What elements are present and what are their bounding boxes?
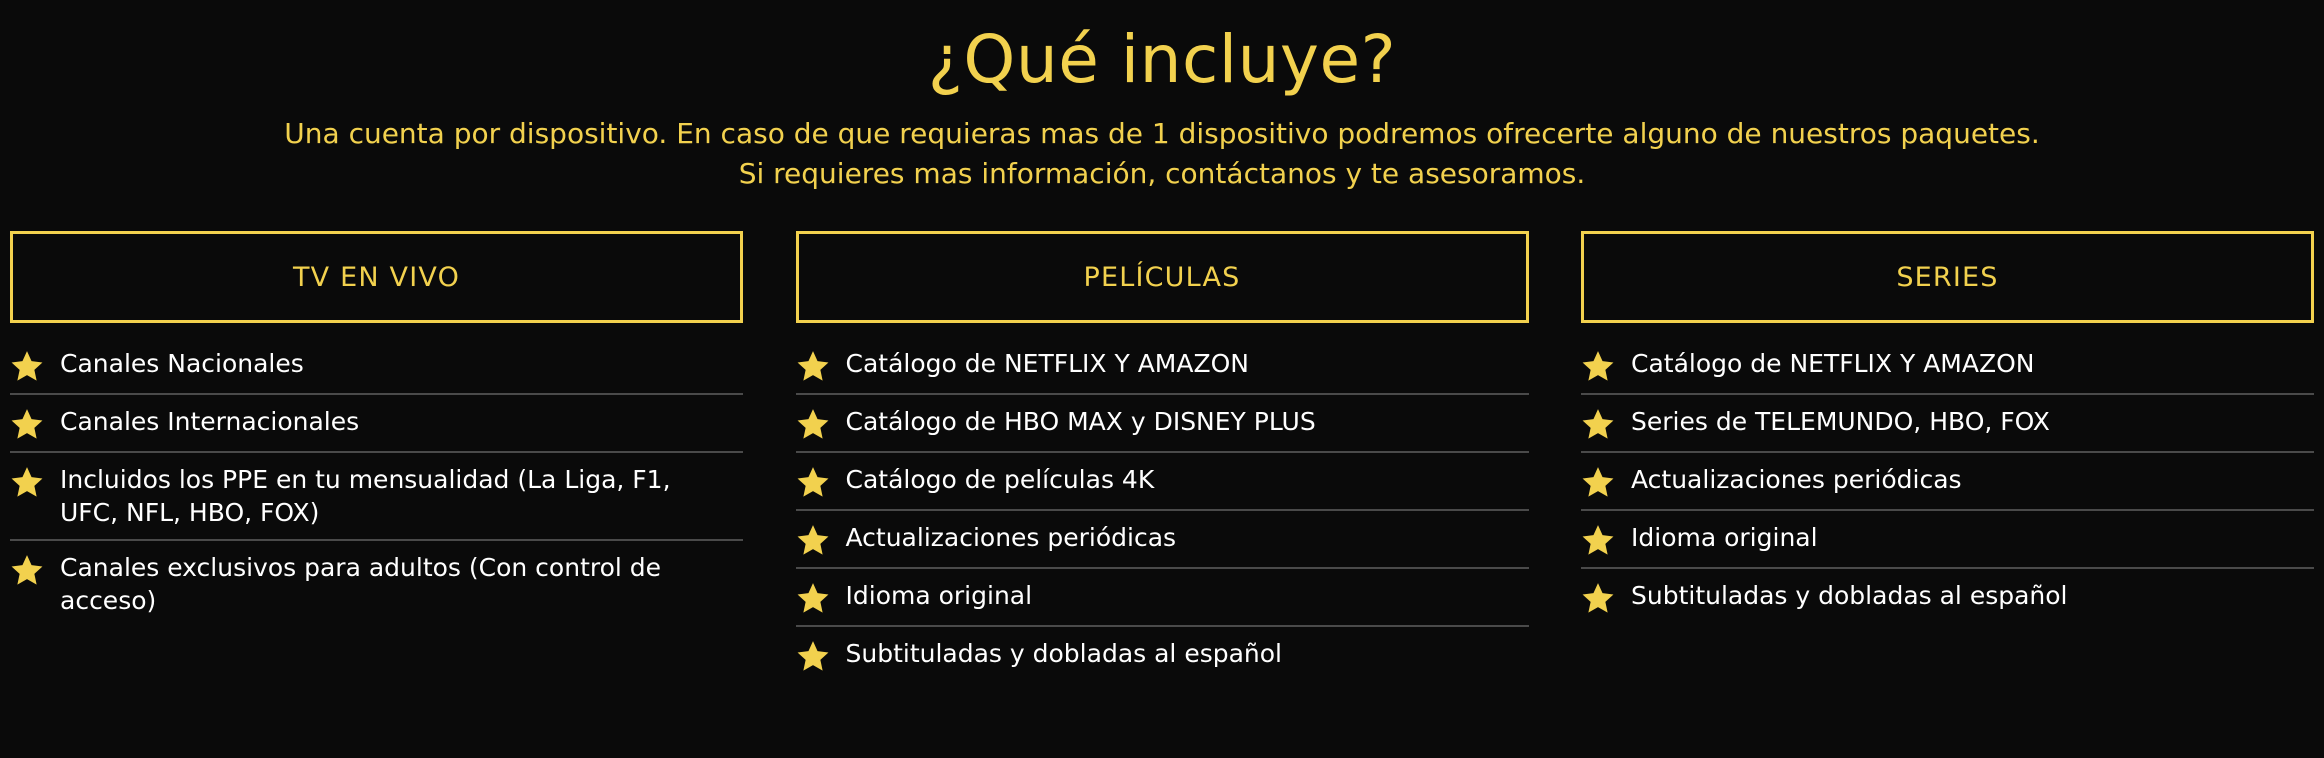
feature-list-tv-en-vivo: [10, 337, 743, 627]
subtitle-line-1: Una cuenta por dispositivo. En caso de que requieras mas de 1 dispositivo podremos ofrecerte alguno de nuestros paquetes.: [284, 116, 2040, 150]
list-item: [1581, 453, 2314, 511]
column-header-series: SERIES: [1581, 231, 2314, 323]
feature-label: Subtituladas y dobladas al español: [1631, 581, 2068, 611]
subtitle-line-2: Si requieres mas información, contáctanos y te asesoramos.: [738, 157, 1586, 191]
list-item: [796, 511, 1529, 569]
star-icon: [1581, 581, 1615, 615]
feature-label: Idioma original: [845, 581, 1033, 611]
column-header-peliculas: PELÍCULAS: [796, 231, 1529, 323]
list-item: [796, 627, 1529, 683]
feature-column-series: [1581, 231, 2314, 625]
list-item: [796, 569, 1529, 627]
feature-label: Actualizaciones periódicas: [845, 523, 1177, 553]
feature-list-peliculas: [796, 337, 1529, 683]
feature-label: Catálogo de HBO MAX y DISNEY PLUS: [845, 407, 1316, 437]
feature-label: Subtituladas y dobladas al español: [845, 639, 1282, 669]
list-item: [796, 337, 1529, 395]
feature-label: Catálogo de películas 4K: [845, 465, 1155, 495]
star-icon: [796, 465, 830, 499]
page-subtitle: [162, 114, 2162, 195]
star-icon: [796, 407, 830, 441]
star-icon: [1581, 349, 1615, 383]
star-icon: [10, 553, 44, 587]
star-icon: [796, 523, 830, 557]
feature-list-series: [1581, 337, 2314, 625]
list-item: [1581, 337, 2314, 395]
column-header-tv-en-vivo: TV EN VIVO: [10, 231, 743, 323]
feature-label: Catálogo de NETFLIX Y AMAZON: [845, 349, 1249, 379]
star-icon: [10, 465, 44, 499]
feature-label: Incluidos los PPE en tu mensualidad (La Liga, F1, UFC, NFL, HBO, FOX): [60, 465, 671, 527]
feature-column-peliculas: [796, 231, 1529, 683]
star-icon: [796, 349, 830, 383]
star-icon: [796, 639, 830, 673]
feature-label: Actualizaciones periódicas: [1631, 465, 1962, 495]
feature-label: Canales Nacionales: [60, 349, 304, 379]
page-title: ¿Qué incluye?: [927, 21, 1397, 98]
star-icon: [1581, 407, 1615, 441]
list-item: [1581, 395, 2314, 453]
feature-label: Canales Internacionales: [60, 407, 360, 437]
star-icon: [10, 407, 44, 441]
star-icon: [1581, 523, 1615, 557]
feature-label: Catálogo de NETFLIX Y AMAZON: [1631, 349, 2035, 379]
feature-label: Canales exclusivos para adultos (Con control de acceso): [60, 553, 662, 615]
list-item: [1581, 511, 2314, 569]
list-item: [10, 541, 743, 627]
list-item: [796, 453, 1529, 511]
list-item: [10, 453, 743, 541]
feature-label: Series de TELEMUNDO, HBO, FOX: [1631, 407, 2050, 437]
star-icon: [796, 581, 830, 615]
star-icon: [10, 349, 44, 383]
list-item: [1581, 569, 2314, 625]
feature-column-tv-en-vivo: [10, 231, 743, 627]
star-icon: [1581, 465, 1615, 499]
feature-columns: [0, 231, 2324, 683]
feature-label: Idioma original: [1631, 523, 1818, 553]
list-item: [796, 395, 1529, 453]
list-item: [10, 395, 743, 453]
list-item: [10, 337, 743, 395]
